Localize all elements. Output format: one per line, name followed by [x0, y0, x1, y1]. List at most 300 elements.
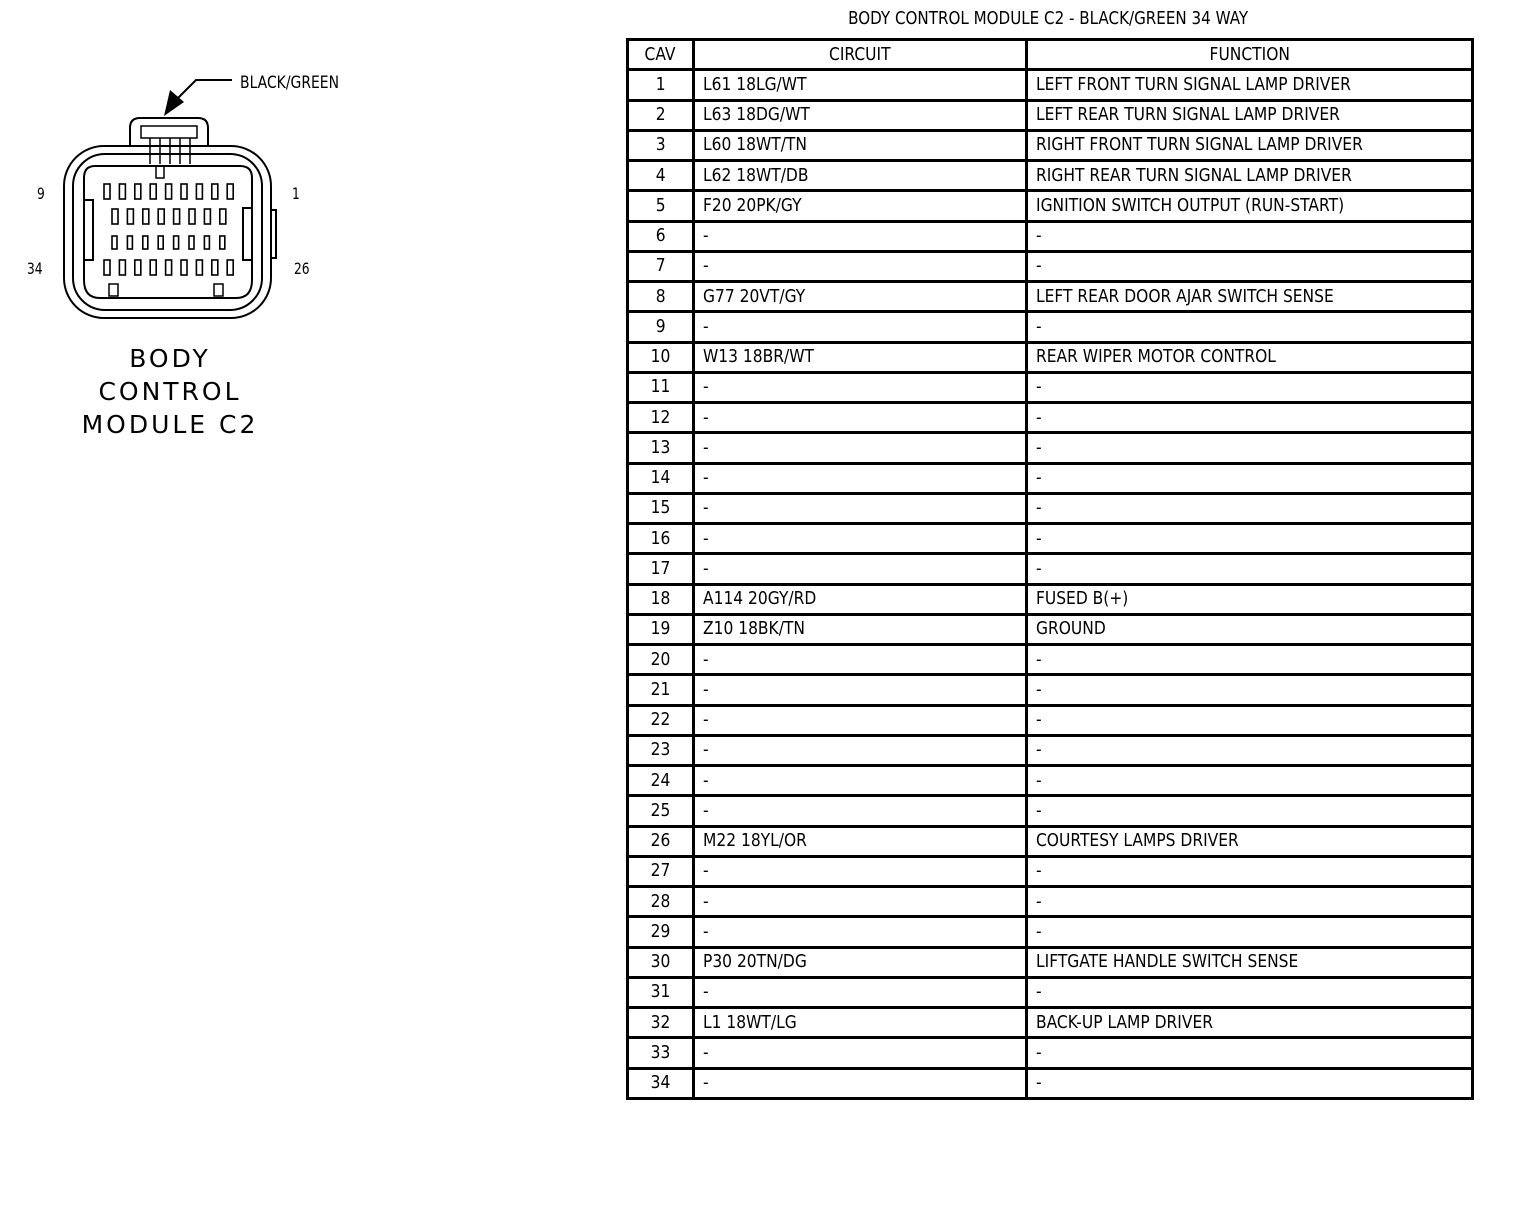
- cav-cell-text: 12: [650, 406, 671, 428]
- table-title: [626, 8, 1471, 30]
- function-cell: [1027, 1068, 1473, 1098]
- function-cell-text: -: [1036, 769, 1042, 791]
- circuit-cell: [694, 796, 1027, 826]
- cav-cell-text: 17: [650, 557, 671, 579]
- function-cell: [1027, 161, 1473, 191]
- pin-cavity: [204, 209, 210, 224]
- function-cell: [1027, 887, 1473, 917]
- pin-cavity: [181, 184, 187, 199]
- pin-cavity: [227, 260, 233, 275]
- function-cell: [1027, 493, 1473, 523]
- circuit-cell-text: -: [703, 436, 709, 458]
- cav-cell: [628, 735, 694, 765]
- circuit-cell: [694, 403, 1027, 433]
- cav-cell: [628, 1038, 694, 1068]
- circuit-cell: [694, 100, 1027, 130]
- circuit-cell: [694, 524, 1027, 554]
- pin-label-top-left: 9: [37, 184, 45, 203]
- function-cell-text: LIFTGATE HANDLE SWITCH SENSE: [1036, 951, 1299, 973]
- cav-cell: [628, 493, 694, 523]
- function-cell-text: -: [1036, 557, 1042, 579]
- function-cell-text: -: [1036, 920, 1042, 942]
- connector-foot-left: [109, 284, 118, 296]
- circuit-cell-text: -: [703, 860, 709, 882]
- function-cell: [1027, 584, 1473, 614]
- column-header-circuit: [694, 40, 1027, 70]
- table-row: [628, 645, 1473, 675]
- pin-cavity: [196, 260, 202, 275]
- circuit-cell-text: -: [703, 467, 709, 489]
- table-row: [628, 221, 1473, 251]
- cav-cell-text: 3: [655, 134, 666, 156]
- circuit-cell-text: -: [703, 406, 709, 428]
- cav-cell-text: 15: [650, 497, 671, 519]
- table-row: [628, 161, 1473, 191]
- pin-cavity: [158, 236, 163, 249]
- table-row: [628, 554, 1473, 584]
- function-cell-text: -: [1036, 739, 1042, 761]
- table-row: [628, 887, 1473, 917]
- table-row: [628, 70, 1473, 100]
- table-row: [628, 433, 1473, 463]
- function-cell-text: BACK-UP LAMP DRIVER: [1036, 1011, 1213, 1033]
- pin-label-top-right: 1: [292, 184, 300, 203]
- cav-cell: [628, 554, 694, 584]
- function-cell-text: -: [1036, 497, 1042, 519]
- cav-cell: [628, 403, 694, 433]
- circuit-cell: [694, 372, 1027, 402]
- function-cell-text: LEFT FRONT TURN SIGNAL LAMP DRIVER: [1036, 73, 1351, 95]
- cav-cell-text: 2: [655, 104, 666, 126]
- circuit-cell: [694, 826, 1027, 856]
- function-cell: [1027, 251, 1473, 281]
- pinout-table-body: [628, 70, 1473, 1099]
- circuit-cell-text: G77 20VT/GY: [703, 285, 806, 307]
- cav-cell: [628, 1068, 694, 1098]
- function-cell: [1027, 826, 1473, 856]
- pin-label-bottom-left: 34: [27, 259, 43, 278]
- circuit-cell-text: F20 20PK/GY: [703, 194, 802, 216]
- cav-cell-text: 7: [655, 255, 666, 277]
- connector-pin-grid: [104, 184, 233, 275]
- pin-cavity: [143, 236, 148, 249]
- pin-cavity: [212, 260, 218, 275]
- circuit-cell: [694, 493, 1027, 523]
- table-row: [628, 100, 1473, 130]
- circuit-cell-text: M22 18YL/OR: [703, 830, 807, 852]
- table-row: [628, 675, 1473, 705]
- circuit-cell: [694, 614, 1027, 644]
- function-cell: [1027, 463, 1473, 493]
- cav-cell: [628, 675, 694, 705]
- function-cell: [1027, 766, 1473, 796]
- pin-cavity: [166, 260, 172, 275]
- cav-cell-text: 29: [650, 920, 671, 942]
- pin-cavity: [166, 184, 172, 199]
- function-cell: [1027, 947, 1473, 977]
- cav-cell: [628, 161, 694, 191]
- circuit-cell-text: -: [703, 709, 709, 731]
- function-cell: [1027, 282, 1473, 312]
- function-cell-text: -: [1036, 981, 1042, 1003]
- cav-cell: [628, 645, 694, 675]
- function-cell-text: -: [1036, 376, 1042, 398]
- circuit-cell: [694, 977, 1027, 1007]
- function-cell-text: -: [1036, 467, 1042, 489]
- function-cell: [1027, 70, 1473, 100]
- circuit-cell: [694, 433, 1027, 463]
- circuit-cell-text: -: [703, 527, 709, 549]
- cav-cell: [628, 524, 694, 554]
- function-cell: [1027, 554, 1473, 584]
- connector-caption: [60, 342, 280, 441]
- cav-cell-text: 1: [655, 73, 666, 95]
- pin-cavity: [104, 260, 110, 275]
- table-row: [628, 403, 1473, 433]
- cav-cell-text: 23: [650, 739, 671, 761]
- table-row: [628, 1038, 1473, 1068]
- cav-cell: [628, 191, 694, 221]
- pin-cavity: [212, 184, 218, 199]
- column-header-label: CAV: [644, 43, 676, 65]
- table-row: [628, 463, 1473, 493]
- function-cell-text: -: [1036, 406, 1042, 428]
- circuit-cell-text: -: [703, 315, 709, 337]
- table-row: [628, 977, 1473, 1007]
- cav-cell-text: 28: [650, 890, 671, 912]
- connector-side-key-left: [84, 200, 93, 260]
- cav-cell-text: 27: [650, 860, 671, 882]
- function-cell-text: -: [1036, 709, 1042, 731]
- cav-cell: [628, 130, 694, 160]
- table-row: [628, 1008, 1473, 1038]
- circuit-cell-text: -: [703, 255, 709, 277]
- cav-cell: [628, 705, 694, 735]
- pin-cavity: [135, 260, 141, 275]
- column-header-label: CIRCUIT: [829, 43, 891, 65]
- function-cell-text: RIGHT REAR TURN SIGNAL LAMP DRIVER: [1036, 164, 1352, 186]
- circuit-cell-text: -: [703, 1072, 709, 1094]
- cav-cell: [628, 70, 694, 100]
- function-cell-text: RIGHT FRONT TURN SIGNAL LAMP DRIVER: [1036, 134, 1363, 156]
- connector-outer-shell: [64, 146, 271, 318]
- pinout-table: [626, 38, 1474, 1100]
- function-cell-text: LEFT REAR TURN SIGNAL LAMP DRIVER: [1036, 104, 1340, 126]
- circuit-cell-text: L62 18WT/DB: [703, 164, 809, 186]
- cav-cell: [628, 342, 694, 372]
- function-cell: [1027, 312, 1473, 342]
- circuit-cell: [694, 947, 1027, 977]
- circuit-cell: [694, 856, 1027, 886]
- cav-cell-text: 11: [650, 376, 671, 398]
- connector-foot-right: [214, 284, 223, 296]
- table-row: [628, 372, 1473, 402]
- circuit-cell: [694, 251, 1027, 281]
- table-row: [628, 191, 1473, 221]
- pin-cavity: [112, 236, 117, 249]
- function-cell: [1027, 342, 1473, 372]
- table-row: [628, 584, 1473, 614]
- connector-caption-line: CONTROL: [98, 377, 242, 406]
- function-cell: [1027, 403, 1473, 433]
- function-cell: [1027, 977, 1473, 1007]
- pin-cavity: [220, 209, 226, 224]
- function-cell-text: -: [1036, 527, 1042, 549]
- function-cell: [1027, 856, 1473, 886]
- cav-cell: [628, 312, 694, 342]
- circuit-cell: [694, 312, 1027, 342]
- function-cell-text: IGNITION SWITCH OUTPUT (RUN-START): [1036, 194, 1345, 216]
- table-row: [628, 766, 1473, 796]
- circuit-cell: [694, 554, 1027, 584]
- circuit-cell: [694, 130, 1027, 160]
- cav-cell: [628, 947, 694, 977]
- pin-cavity: [220, 236, 225, 249]
- function-cell: [1027, 221, 1473, 251]
- table-row: [628, 524, 1473, 554]
- circuit-cell: [694, 766, 1027, 796]
- connector-color-label: BLACK/GREEN: [240, 73, 340, 93]
- pin-cavity: [112, 209, 118, 224]
- cav-cell: [628, 584, 694, 614]
- circuit-cell-text: -: [703, 678, 709, 700]
- cav-cell-text: 9: [655, 315, 666, 337]
- pin-cavity: [174, 236, 179, 249]
- cav-cell: [628, 766, 694, 796]
- circuit-cell-text: -: [703, 890, 709, 912]
- circuit-cell-text: W13 18BR/WT: [703, 346, 814, 368]
- circuit-cell-text: -: [703, 799, 709, 821]
- function-cell: [1027, 1038, 1473, 1068]
- pin-cavity: [150, 260, 156, 275]
- circuit-cell-text: L1 18WT/LG: [703, 1011, 797, 1033]
- cav-cell-text: 21: [650, 678, 671, 700]
- pin-cavity: [174, 209, 180, 224]
- function-cell-text: -: [1036, 890, 1042, 912]
- cav-cell-text: 34: [650, 1072, 671, 1094]
- function-cell: [1027, 614, 1473, 644]
- cav-cell-text: 19: [650, 618, 671, 640]
- pin-cavity: [189, 236, 194, 249]
- table-row: [628, 614, 1473, 644]
- cav-cell-text: 8: [655, 285, 666, 307]
- connector-caption-line: BODY: [129, 344, 211, 373]
- callout-leader-line: [176, 80, 232, 100]
- pin-cavity: [150, 184, 156, 199]
- cav-cell: [628, 463, 694, 493]
- table-row: [628, 493, 1473, 523]
- pin-cavity: [127, 236, 132, 249]
- column-header-function: [1027, 40, 1473, 70]
- cav-cell-text: 30: [650, 951, 671, 973]
- function-cell-text: FUSED B(+): [1036, 588, 1129, 610]
- pin-cavity: [119, 184, 125, 199]
- table-row: [628, 796, 1473, 826]
- connector-side-key-right: [243, 208, 252, 260]
- circuit-cell: [694, 645, 1027, 675]
- table-row: [628, 312, 1473, 342]
- cav-cell-text: 26: [650, 830, 671, 852]
- cav-cell: [628, 826, 694, 856]
- cav-cell-text: 24: [650, 769, 671, 791]
- table-row: [628, 735, 1473, 765]
- function-cell: [1027, 1008, 1473, 1038]
- table-title-text: BODY CONTROL MODULE C2 - BLACK/GREEN 34 WAY: [848, 8, 1249, 29]
- cav-cell-text: 13: [650, 436, 671, 458]
- circuit-cell-text: L63 18DG/WT: [703, 104, 810, 126]
- function-cell-text: REAR WIPER MOTOR CONTROL: [1036, 346, 1276, 368]
- function-cell: [1027, 917, 1473, 947]
- cav-cell-text: 14: [650, 467, 671, 489]
- function-cell: [1027, 433, 1473, 463]
- circuit-cell-text: -: [703, 769, 709, 791]
- circuit-cell: [694, 887, 1027, 917]
- circuit-cell-text: -: [703, 376, 709, 398]
- circuit-cell: [694, 191, 1027, 221]
- circuit-cell-text: L60 18WT/TN: [703, 134, 807, 156]
- function-cell: [1027, 735, 1473, 765]
- function-cell-text: -: [1036, 1041, 1042, 1063]
- circuit-cell-text: -: [703, 648, 709, 670]
- pin-cavity: [227, 184, 233, 199]
- function-cell: [1027, 130, 1473, 160]
- table-row: [628, 947, 1473, 977]
- cav-cell: [628, 614, 694, 644]
- function-cell-text: COURTESY LAMPS DRIVER: [1036, 830, 1239, 852]
- cav-cell-text: 32: [650, 1011, 671, 1033]
- cav-cell: [628, 372, 694, 402]
- cav-cell: [628, 221, 694, 251]
- function-cell-text: -: [1036, 1072, 1042, 1094]
- cav-cell: [628, 433, 694, 463]
- circuit-cell-text: -: [703, 739, 709, 761]
- pin-cavity: [143, 209, 149, 224]
- cav-cell: [628, 1008, 694, 1038]
- pin-cavity: [104, 184, 110, 199]
- cav-cell: [628, 251, 694, 281]
- function-cell-text: GROUND: [1036, 618, 1106, 640]
- circuit-cell-text: Z10 18BK/TN: [703, 618, 805, 640]
- cav-cell-text: 6: [655, 225, 666, 247]
- pin-label-bottom-right: 26: [294, 259, 310, 278]
- table-row: [628, 1068, 1473, 1098]
- table-row: [628, 705, 1473, 735]
- cav-cell-text: 16: [650, 527, 671, 549]
- function-cell-text: -: [1036, 678, 1042, 700]
- table-header-row: [628, 40, 1473, 70]
- function-cell-text: LEFT REAR DOOR AJAR SWITCH SENSE: [1036, 285, 1334, 307]
- table-row: [628, 130, 1473, 160]
- circuit-cell: [694, 282, 1027, 312]
- circuit-cell: [694, 584, 1027, 614]
- cav-cell-text: 22: [650, 709, 671, 731]
- function-cell-text: -: [1036, 225, 1042, 247]
- cav-cell: [628, 282, 694, 312]
- circuit-cell-text: -: [703, 920, 709, 942]
- connector-caption-line: MODULE C2: [81, 410, 259, 439]
- cav-cell: [628, 977, 694, 1007]
- circuit-cell: [694, 735, 1027, 765]
- circuit-cell: [694, 705, 1027, 735]
- cav-cell-text: 10: [650, 346, 671, 368]
- circuit-cell-text: -: [703, 981, 709, 1003]
- table-row: [628, 917, 1473, 947]
- pin-cavity: [189, 209, 195, 224]
- pin-cavity: [135, 184, 141, 199]
- cav-cell-text: 20: [650, 648, 671, 670]
- cav-cell-text: 31: [650, 981, 671, 1003]
- circuit-cell: [694, 1068, 1027, 1098]
- function-cell-text: -: [1036, 648, 1042, 670]
- pin-cavity: [204, 236, 209, 249]
- column-header-label: FUNCTION: [1209, 43, 1290, 65]
- circuit-cell: [694, 917, 1027, 947]
- pin-cavity: [127, 209, 133, 224]
- cav-cell-text: 18: [650, 588, 671, 610]
- function-cell: [1027, 645, 1473, 675]
- table-row: [628, 342, 1473, 372]
- pin-cavity: [119, 260, 125, 275]
- circuit-cell: [694, 463, 1027, 493]
- function-cell: [1027, 675, 1473, 705]
- circuit-cell: [694, 675, 1027, 705]
- column-header-cav: [628, 40, 694, 70]
- circuit-cell: [694, 1038, 1027, 1068]
- function-cell: [1027, 524, 1473, 554]
- cav-cell-text: 25: [650, 799, 671, 821]
- function-cell: [1027, 796, 1473, 826]
- table-row: [628, 282, 1473, 312]
- cav-cell-text: 5: [655, 194, 666, 216]
- table-row: [628, 251, 1473, 281]
- cav-cell: [628, 100, 694, 130]
- pin-cavity: [158, 209, 164, 224]
- cav-cell: [628, 796, 694, 826]
- cav-cell: [628, 917, 694, 947]
- circuit-cell: [694, 161, 1027, 191]
- circuit-cell: [694, 221, 1027, 251]
- function-cell: [1027, 191, 1473, 221]
- circuit-cell-text: -: [703, 1041, 709, 1063]
- table-row: [628, 826, 1473, 856]
- connector-lock-tab-inner: [141, 126, 197, 138]
- circuit-cell: [694, 1008, 1027, 1038]
- circuit-cell-text: A114 20GY/RD: [703, 588, 817, 610]
- function-cell-text: -: [1036, 799, 1042, 821]
- cav-cell-text: 33: [650, 1041, 671, 1063]
- connector-inner-shell: [73, 154, 262, 310]
- circuit-cell-text: L61 18LG/WT: [703, 73, 807, 95]
- cav-cell: [628, 887, 694, 917]
- pin-cavity: [181, 260, 187, 275]
- function-cell: [1027, 372, 1473, 402]
- circuit-cell-text: -: [703, 557, 709, 579]
- function-cell-text: -: [1036, 255, 1042, 277]
- function-cell: [1027, 100, 1473, 130]
- circuit-cell: [694, 70, 1027, 100]
- pin-cavity: [196, 184, 202, 199]
- table-row: [628, 856, 1473, 886]
- cav-cell-text: 4: [655, 164, 666, 186]
- circuit-cell: [694, 342, 1027, 372]
- circuit-cell-text: -: [703, 497, 709, 519]
- circuit-cell-text: -: [703, 225, 709, 247]
- cav-cell: [628, 856, 694, 886]
- function-cell: [1027, 705, 1473, 735]
- function-cell-text: -: [1036, 436, 1042, 458]
- circuit-cell-text: P30 20TN/DG: [703, 951, 807, 973]
- function-cell-text: -: [1036, 315, 1042, 337]
